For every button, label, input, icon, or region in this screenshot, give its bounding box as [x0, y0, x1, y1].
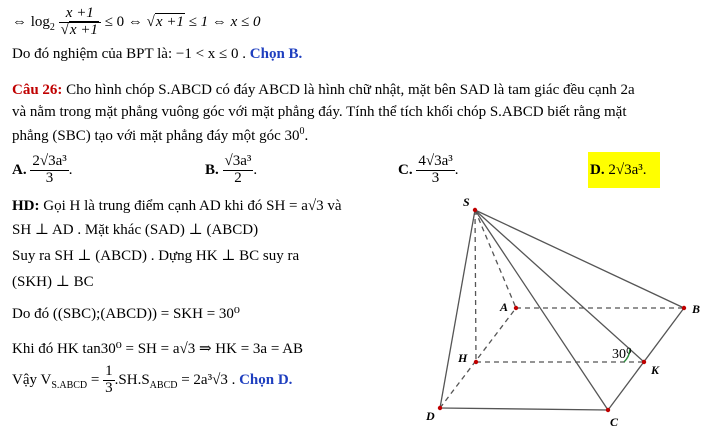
point-h [474, 360, 478, 364]
sqrt-radicand: x +1 [155, 14, 184, 30]
label-s: S [463, 195, 470, 209]
edge-sa [475, 210, 516, 308]
option-b: B. $\frac{\text{√3a³}}{2}$ . [205, 153, 258, 187]
question-text-3: phẳng (SBC) tạo với mặt phẳng đáy một góc 30 [12, 128, 300, 144]
option-b-den: 2 [234, 170, 242, 187]
log-prefix: ⇔ log [12, 14, 50, 30]
edge-sb [475, 210, 684, 308]
point-b [682, 306, 686, 310]
volume-subscript: S.ABCD [51, 380, 88, 391]
option-a-den: 3 [45, 170, 54, 187]
option-c-num: 4√3a³ [418, 153, 453, 170]
point-k [642, 360, 646, 364]
solution-text-5: Do đó ((SBC);(ABCD)) = SKH = 30⁰ [12, 306, 240, 322]
question-label: Câu 26: [12, 82, 63, 98]
question-text-2: và nằm trong mặt phẳng vuông góc với mặt phẳng đáy. Tính thể tích khối chóp S.ABCD biết rằng mặt [12, 104, 627, 120]
third-num: 1 [105, 363, 113, 380]
point-a [514, 306, 518, 310]
point-c [606, 408, 610, 412]
sqrt-expression: √x +1 [146, 14, 184, 30]
edge-dc [440, 408, 608, 410]
inequality-part: ≤ 0 ⇔ [104, 14, 147, 30]
point-d [438, 406, 442, 410]
solution-text-2: SH ⊥ AD . Mặt khác (SAD) ⊥ (ABCD) [12, 222, 259, 238]
volume-symbol: Vậy V [12, 372, 52, 388]
hd-label: HD: [12, 198, 40, 214]
label-h: H [458, 351, 468, 365]
volume-product: .SH.S [114, 372, 150, 388]
fraction-numerator: x +1 [59, 6, 101, 23]
option-c-label: C. [398, 162, 413, 178]
edge-sc [475, 210, 608, 410]
volume-result: = 2a³√3 . [177, 372, 236, 388]
label-b: B [692, 302, 701, 316]
area-subscript: ABCD [149, 380, 178, 391]
option-a-num: 2√3a³ [32, 153, 67, 170]
log-base: 2 [49, 22, 55, 33]
option-c: C. $\frac{\text{4√3a³}}{3}$ . [398, 153, 459, 187]
option-a-label: A. [12, 162, 27, 178]
edge-da [440, 308, 516, 408]
option-b-num: √3a³ [224, 153, 252, 170]
fraction-denominator: √x +1 [60, 22, 98, 39]
degree-sup: 0 [299, 126, 305, 137]
angle-label: 30⁰ [612, 347, 632, 362]
option-d-label: D. [590, 162, 605, 178]
solution-text-4: (SKH) ⊥ BC [12, 274, 94, 290]
third-den: 3 [105, 380, 113, 397]
answer-choice-d: Chọn D. [239, 372, 293, 388]
solution-text-6: Khi đó HK tan30⁰ = SH = a√3 ⇒ HK = 3a = AB [12, 341, 304, 357]
label-c: C [610, 415, 619, 429]
solution-text-3: Suy ra SH ⊥ (ABCD) . Dựng HK ⊥ BC suy ra [12, 248, 300, 264]
label-d: D [426, 409, 435, 423]
point-s [473, 208, 477, 212]
option-a: A. $\frac{\text{2√3a³}}{3}$ . [12, 153, 73, 187]
equals-sign: = [87, 372, 104, 388]
option-b-label: B. [205, 162, 219, 178]
option-c-den: 3 [431, 170, 440, 187]
question-text-1: Cho hình chóp S.ABCD có đáy ABCD là hình chữ nhật, mặt bên SAD là tam giác đều cạnh 2a [62, 82, 635, 98]
edge-sk [475, 210, 644, 362]
inequality-result: ≤ 1 ⇔ x ≤ 0 [188, 14, 261, 30]
label-a: A [500, 300, 509, 314]
answer-choice-b: Chọn B. [249, 46, 303, 62]
conclusion-text: Do đó nghiệm của BPT là: −1 < x ≤ 0 . [12, 46, 247, 62]
solution-text-1: Gọi H là trung điểm cạnh AD khi đó SH = a√3 và [39, 198, 342, 214]
edge-sh [475, 210, 476, 362]
label-k: K [651, 363, 660, 377]
option-d-text: 2√3a³. [608, 162, 647, 178]
edge-sd [440, 210, 475, 408]
denominator-radicand: x +1 [69, 22, 98, 39]
question-period: . [304, 128, 309, 144]
